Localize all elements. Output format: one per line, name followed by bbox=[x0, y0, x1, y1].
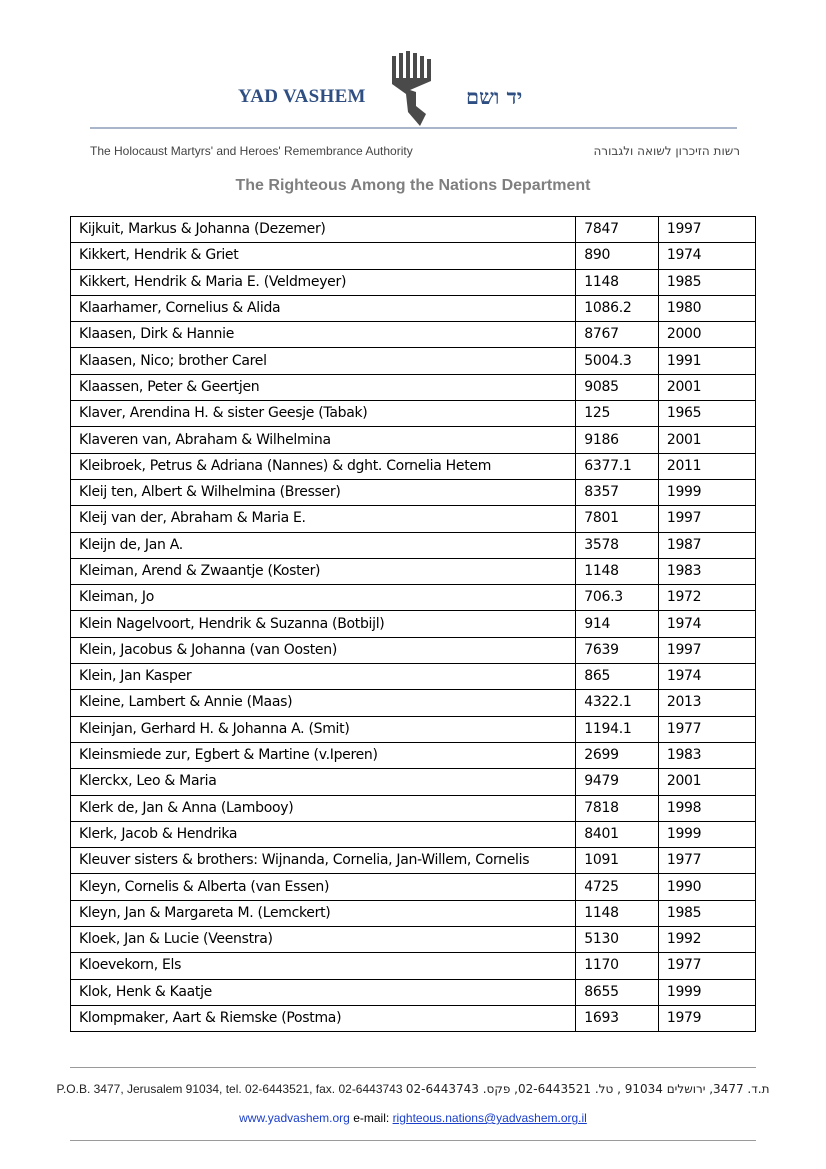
table-row bbox=[71, 716, 756, 742]
rescuer-name-cell: Kleiman, Arend & Zwaantje (Koster) bbox=[71, 558, 576, 584]
rescuer-name-cell: Kleibroek, Petrus & Adriana (Nannes) & dght. Cornelia Hetem bbox=[71, 453, 576, 479]
year-cell: 1977 bbox=[658, 953, 755, 979]
footer-divider-bottom bbox=[70, 1140, 756, 1141]
table-row bbox=[71, 821, 756, 847]
table-row bbox=[71, 374, 756, 400]
year-cell: 1985 bbox=[658, 900, 755, 926]
table-row bbox=[71, 479, 756, 505]
year-cell: 2001 bbox=[658, 769, 755, 795]
year-cell: 1997 bbox=[658, 506, 755, 532]
brand-name-english: YAD VASHEM bbox=[238, 86, 366, 107]
rescuer-name-cell: Kijkuit, Markus & Johanna (Dezemer) bbox=[71, 217, 576, 243]
rescuer-name-cell: Kikkert, Hendrik & Griet bbox=[71, 243, 576, 269]
rescuer-name-cell: Klein Nagelvoort, Hendrik & Suzanna (Botbijl) bbox=[71, 611, 576, 637]
year-cell: 1965 bbox=[658, 401, 755, 427]
rescuer-name-cell: Klaassen, Peter & Geertjen bbox=[71, 374, 576, 400]
file-number-cell: 7847 bbox=[576, 217, 659, 243]
authority-english: The Holocaust Martyrs' and Heroes' Remembrance Authority bbox=[90, 144, 413, 158]
file-number-cell: 914 bbox=[576, 611, 659, 637]
year-cell: 2011 bbox=[658, 453, 755, 479]
year-cell: 1999 bbox=[658, 821, 755, 847]
year-cell: 2001 bbox=[658, 427, 755, 453]
rescuer-name-cell: Klok, Henk & Kaatje bbox=[71, 979, 576, 1005]
year-cell: 2013 bbox=[658, 690, 755, 716]
year-cell: 1980 bbox=[658, 295, 755, 321]
table-row bbox=[71, 874, 756, 900]
rescuer-name-cell: Kleij ten, Albert & Wilhelmina (Bresser) bbox=[71, 479, 576, 505]
rescuer-name-cell: Klaasen, Nico; brother Carel bbox=[71, 348, 576, 374]
file-number-cell: 5130 bbox=[576, 927, 659, 953]
rescuer-name-cell: Klaver, Arendina H. & sister Geesje (Tabak) bbox=[71, 401, 576, 427]
email-link[interactable]: righteous.nations@yadvashem.org.il bbox=[392, 1111, 587, 1125]
file-number-cell: 1148 bbox=[576, 269, 659, 295]
website-link[interactable]: www.yadvashem.org bbox=[239, 1111, 350, 1125]
year-cell: 1977 bbox=[658, 716, 755, 742]
footer-contact bbox=[0, 1111, 826, 1125]
brand-name-hebrew: יד ושם bbox=[466, 84, 523, 109]
table-row bbox=[71, 558, 756, 584]
file-number-cell: 3578 bbox=[576, 532, 659, 558]
year-cell: 2001 bbox=[658, 374, 755, 400]
rescuer-name-cell: Klein, Jacobus & Johanna (van Oosten) bbox=[71, 637, 576, 663]
year-cell: 1987 bbox=[658, 532, 755, 558]
table-row bbox=[71, 217, 756, 243]
rescuer-name-cell: Kikkert, Hendrik & Maria E. (Veldmeyer) bbox=[71, 269, 576, 295]
file-number-cell: 1693 bbox=[576, 1005, 659, 1031]
file-number-cell: 1091 bbox=[576, 848, 659, 874]
rescuer-name-cell: Klerk de, Jan & Anna (Lambooy) bbox=[71, 795, 576, 821]
table-row bbox=[71, 269, 756, 295]
table-row bbox=[71, 742, 756, 768]
year-cell: 1974 bbox=[658, 243, 755, 269]
file-number-cell: 4725 bbox=[576, 874, 659, 900]
year-cell: 1983 bbox=[658, 742, 755, 768]
year-cell: 1990 bbox=[658, 874, 755, 900]
rescuer-name-cell: Kleuver sisters & brothers: Wijnanda, Cornelia, Jan-Willem, Cornelis bbox=[71, 848, 576, 874]
file-number-cell: 8655 bbox=[576, 979, 659, 1005]
email-label: e-mail: bbox=[353, 1111, 390, 1125]
table-row bbox=[71, 769, 756, 795]
authority-line bbox=[90, 142, 740, 160]
file-number-cell: 706.3 bbox=[576, 585, 659, 611]
letterhead bbox=[0, 0, 826, 170]
table-row bbox=[71, 900, 756, 926]
year-cell: 1998 bbox=[658, 795, 755, 821]
table-row bbox=[71, 506, 756, 532]
file-number-cell: 9186 bbox=[576, 427, 659, 453]
rescuer-name-cell: Klaarhamer, Cornelius & Alida bbox=[71, 295, 576, 321]
table-row bbox=[71, 848, 756, 874]
table-row bbox=[71, 795, 756, 821]
table-row bbox=[71, 927, 756, 953]
file-number-cell: 890 bbox=[576, 243, 659, 269]
file-number-cell: 6377.1 bbox=[576, 453, 659, 479]
table-row bbox=[71, 637, 756, 663]
file-number-cell: 8401 bbox=[576, 821, 659, 847]
file-number-cell: 865 bbox=[576, 664, 659, 690]
table-row bbox=[71, 1005, 756, 1031]
rescuer-name-cell: Kleinsmiede zur, Egbert & Martine (v.Iperen) bbox=[71, 742, 576, 768]
year-cell: 1997 bbox=[658, 637, 755, 663]
yad-vashem-logo-icon bbox=[386, 50, 436, 128]
rescuer-name-cell: Klaveren van, Abraham & Wilhelmina bbox=[71, 427, 576, 453]
year-cell: 1999 bbox=[658, 979, 755, 1005]
file-number-cell: 7801 bbox=[576, 506, 659, 532]
rescuer-name-cell: Kleyn, Cornelis & Alberta (van Essen) bbox=[71, 874, 576, 900]
file-number-cell: 1194.1 bbox=[576, 716, 659, 742]
file-number-cell: 5004.3 bbox=[576, 348, 659, 374]
year-cell: 1983 bbox=[658, 558, 755, 584]
rescuer-name-cell: Klerckx, Leo & Maria bbox=[71, 769, 576, 795]
file-number-cell: 7639 bbox=[576, 637, 659, 663]
file-number-cell: 4322.1 bbox=[576, 690, 659, 716]
year-cell: 1977 bbox=[658, 848, 755, 874]
rescuer-name-cell: Kleijn de, Jan A. bbox=[71, 532, 576, 558]
file-number-cell: 125 bbox=[576, 401, 659, 427]
rescuer-name-cell: Kleyn, Jan & Margareta M. (Lemckert) bbox=[71, 900, 576, 926]
department-title: The Righteous Among the Nations Department bbox=[235, 177, 591, 194]
file-number-cell: 1148 bbox=[576, 558, 659, 584]
rescuer-name-cell: Kloevekorn, Els bbox=[71, 953, 576, 979]
table-row bbox=[71, 953, 756, 979]
year-cell: 1972 bbox=[658, 585, 755, 611]
year-cell: 1991 bbox=[658, 348, 755, 374]
address-english: P.O.B. 3477, Jerusalem 91034, tel. 02-6443521, fax. 02-6443743 bbox=[56, 1082, 403, 1096]
table-row bbox=[71, 295, 756, 321]
year-cell: 2000 bbox=[658, 322, 755, 348]
year-cell: 1985 bbox=[658, 269, 755, 295]
table-row bbox=[71, 690, 756, 716]
rescuer-name-cell: Klerk, Jacob & Hendrika bbox=[71, 821, 576, 847]
records-table-body bbox=[71, 217, 756, 1032]
table-row bbox=[71, 611, 756, 637]
table-row bbox=[71, 243, 756, 269]
table-row bbox=[71, 427, 756, 453]
table-row bbox=[71, 401, 756, 427]
file-number-cell: 9085 bbox=[576, 374, 659, 400]
year-cell: 1992 bbox=[658, 927, 755, 953]
rescuer-name-cell: Kleine, Lambert & Annie (Maas) bbox=[71, 690, 576, 716]
table-row bbox=[71, 585, 756, 611]
year-cell: 1999 bbox=[658, 479, 755, 505]
file-number-cell: 1086.2 bbox=[576, 295, 659, 321]
righteous-records-table bbox=[70, 216, 756, 1032]
footer-divider-top bbox=[70, 1067, 756, 1068]
file-number-cell: 1148 bbox=[576, 900, 659, 926]
rescuer-name-cell: Klaasen, Dirk & Hannie bbox=[71, 322, 576, 348]
file-number-cell: 1170 bbox=[576, 953, 659, 979]
rescuer-name-cell: Klompmaker, Aart & Riemske (Postma) bbox=[71, 1005, 576, 1031]
table-row bbox=[71, 322, 756, 348]
year-cell: 1974 bbox=[658, 611, 755, 637]
table-row bbox=[71, 664, 756, 690]
rescuer-name-cell: Klein, Jan Kasper bbox=[71, 664, 576, 690]
header-divider bbox=[90, 127, 737, 129]
file-number-cell: 8767 bbox=[576, 322, 659, 348]
rescuer-name-cell: Kleij van der, Abraham & Maria E. bbox=[71, 506, 576, 532]
table-row bbox=[71, 532, 756, 558]
footer-address bbox=[0, 1082, 826, 1096]
file-number-cell: 9479 bbox=[576, 769, 659, 795]
file-number-cell: 7818 bbox=[576, 795, 659, 821]
table-row bbox=[71, 979, 756, 1005]
table-row bbox=[71, 348, 756, 374]
rescuer-name-cell: Kleinjan, Gerhard H. & Johanna A. (Smit) bbox=[71, 716, 576, 742]
file-number-cell: 2699 bbox=[576, 742, 659, 768]
address-hebrew: ת.ד. 3477, ירושלים 91034 , טל. 02-6443521, פקס. 02-6443743 bbox=[405, 1082, 770, 1096]
year-cell: 1979 bbox=[658, 1005, 755, 1031]
authority-hebrew: רשות הזיכרון לשואה ולגבורה bbox=[593, 144, 740, 158]
table-row bbox=[71, 453, 756, 479]
year-cell: 1997 bbox=[658, 217, 755, 243]
year-cell: 1974 bbox=[658, 664, 755, 690]
file-number-cell: 8357 bbox=[576, 479, 659, 505]
rescuer-name-cell: Kleiman, Jo bbox=[71, 585, 576, 611]
rescuer-name-cell: Kloek, Jan & Lucie (Veenstra) bbox=[71, 927, 576, 953]
